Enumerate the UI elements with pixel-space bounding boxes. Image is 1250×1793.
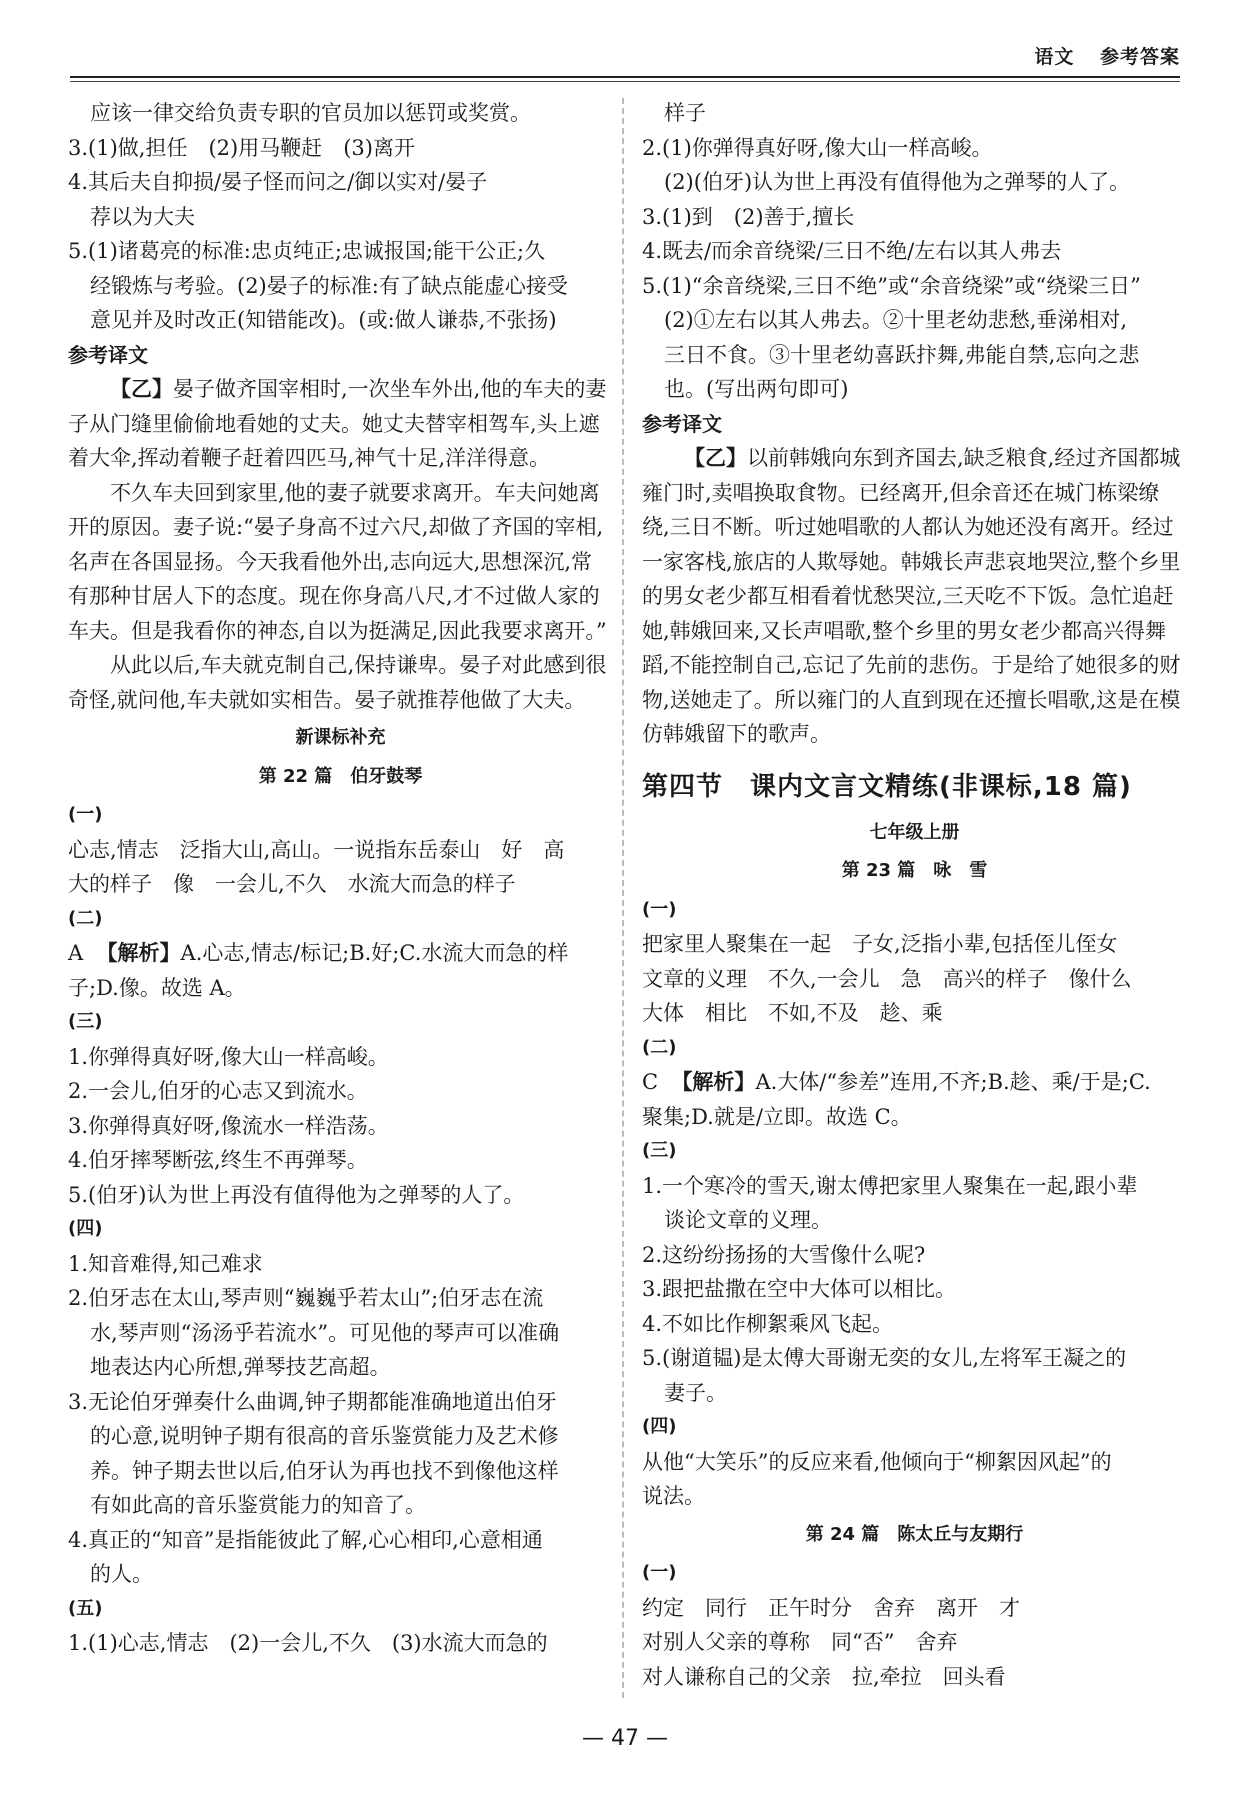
paragraph-text: 以前韩娥向东到齐国去,缺乏粮食,经过齐国都城雍门时,卖唱换取食物。已经离开,但余音还在城门栋梁缭绕,三日不断。听过她唱歌的人都认为她还没有离开。经过一家客栈,旅店的人欺辱她。韩娥长声悲哀地哭泣,整个乡里的男女老少都互相看着忧愁哭泣,三天吃不下饭。急忙追赶她,韩娥回来,又长声唱歌,整个乡里的男女老少都高兴得舞蹈,不能控制自己,忘记了先前的悲伤。于是给了她很多的财物,送她走了。所以雍门的人直到现在还擅长唱歌,这是在模仿韩娥留下的歌声。: [642, 446, 1181, 746]
text-line: 妻子。: [664, 1380, 727, 1405]
question-number: (二): [68, 907, 103, 929]
text-line: 大的样子 像 一会儿,不久 水流大而急的样子: [68, 872, 516, 896]
question-number: (三): [68, 1011, 103, 1032]
paragraph: [642, 441, 1187, 752]
header-subject: 语文: [1034, 46, 1075, 68]
text-line: 把家里人聚集在一起 子女,泛指小辈,包括侄儿侄女: [642, 932, 1118, 956]
question-number: (一): [642, 1562, 677, 1583]
page-header: [70, 0, 1180, 84]
grade-title: 七年级上册: [869, 821, 960, 843]
page-number: 47: [611, 1726, 639, 1751]
question-number: (二): [642, 1036, 677, 1058]
analysis-tag: 【解析】: [96, 940, 181, 965]
question-number: (四): [68, 1218, 103, 1239]
text-line: 三日不食。③十里老幼喜跃抃舞,弗能自禁,忘向之悲: [664, 342, 1140, 367]
paragraph: [68, 372, 613, 476]
text-line: 4.真正的“知音”是指能彼此了解,心心相印,心意相通: [68, 1527, 543, 1552]
section-title: 新课标补充: [295, 727, 386, 748]
text-line: 应该一律交给负责专职的官员加以惩罚或奖赏。: [90, 101, 531, 125]
text-line: 1.你弹得真好呀,像大山一样高峻。: [68, 1044, 389, 1069]
text-line: 水,琴声则“汤汤乎若流水”。可见他的琴声可以准确: [90, 1320, 560, 1345]
text-line: 也。(写出两句即可): [664, 377, 849, 401]
header-title: [1016, 42, 1180, 69]
text-line: 3.(1)到 (2)善于,擅长: [642, 204, 855, 229]
text-line: 的心意,说明钟子期有很高的音乐鉴赏能力及艺术修: [90, 1424, 559, 1448]
text-line: 2.一会儿,伯牙的心志又到流水。: [68, 1079, 368, 1103]
column-divider: [622, 98, 624, 1698]
text-line: 5.(1)诸葛亮的标准:忠贞纯正;忠诚报国;能干公正;久: [68, 239, 546, 263]
question-number: (一): [642, 898, 677, 920]
text-line: 4.既去/而余音绕梁/三日不绝/左右以其人弗去: [642, 239, 1062, 263]
text-line: 经锻炼与考验。(2)晏子的标准:有了缺点能虚心接受: [90, 273, 568, 298]
text-line: 养。钟子期去世以后,伯牙认为再也找不到像他这样: [90, 1458, 559, 1483]
text-line: (2)(伯牙)认为世上再没有值得他为之弹琴的人了。: [664, 170, 1131, 194]
text-line: 意见并及时改正(知错能改)。(或:做人谦恭,不张扬): [90, 308, 557, 332]
text-line: 5.(1)“余音绕梁,三日不绝”或“余音绕梁”或“绕梁三日”: [642, 273, 1141, 298]
text-line: 约定 同行 正午时分 舍弃 离开 才: [642, 1595, 1020, 1620]
text-line: 说法。: [642, 1484, 705, 1508]
text-line: 1.知音难得,知己难求: [68, 1251, 263, 1276]
text-line: 1.(1)心志,情志 (2)一会儿,不久 (3)水流大而急的: [68, 1631, 548, 1655]
text-line: 对别人父亲的尊称 同“否” 舍弃: [642, 1630, 958, 1654]
text-line: 荐以为大夫: [90, 204, 195, 229]
article-title: 第 24 篇 陈太丘与友期行: [805, 1523, 1024, 1545]
text-line: (2)①左右以其人弗去。②十里老幼悲愁,垂涕相对,: [664, 308, 1128, 332]
question-number: (三): [642, 1140, 677, 1161]
text-line: 4.不如比作柳絮乘风飞起。: [642, 1311, 894, 1336]
text-line: 3.你弹得真好呀,像流水一样浩荡。: [68, 1113, 389, 1138]
question-number: (四): [642, 1416, 677, 1437]
paragraph: 不久车夫回到家里,他的妻子就要求离开。车夫问她离开的原因。妻子说:“晏子身高不过六尺,却做了齐国的宰相,名声在各国显扬。今天我看他外出,志向远大,思想深沉,常有那种甘居人下的态度。现在你身高八尺,才不过做人家的车夫。但是我看你的神态,自以为挺满足,因此我要求离开。”: [68, 480, 607, 643]
translation-heading: 参考译文: [68, 342, 148, 367]
analysis-text: A.大体/“参差”连用,不齐;B.趁、乘/于是;C.: [755, 1070, 1151, 1094]
text-line: 大体 相比 不如,不及 趁、乘: [642, 1001, 943, 1025]
text-line: 地表达内心所想,弹琴技艺高超。: [90, 1355, 391, 1379]
article-title: 第 23 篇 咏 雪: [841, 860, 988, 881]
text-line: 的人。: [90, 1562, 153, 1586]
right-column: [642, 96, 1187, 1694]
question-number: (五): [68, 1597, 103, 1619]
text-line: 2.伯牙志在太山,琴声则“巍巍乎若太山”;伯牙志在流: [68, 1286, 544, 1310]
paragraph: 从此以后,车夫就克制自己,保持谦卑。晏子对此感到很奇怪,就问他,车夫就如实相告。晏子就推荐他做了大夫。: [68, 653, 607, 712]
chapter-title: 第四节 课内文言文精练(非课标,18 篇): [642, 771, 1132, 802]
article-title: 第 22 篇 伯牙鼓琴: [258, 765, 423, 787]
translation-heading: 参考译文: [642, 411, 722, 436]
text-line: 有如此高的音乐鉴赏能力的知音了。: [90, 1493, 426, 1517]
text-line: 对人谦称自己的父亲 拉,牵拉 回头看: [642, 1664, 1006, 1689]
text-line: 3.无论伯牙弹奏什么曲调,钟子期都能准确地道出伯牙: [68, 1389, 557, 1414]
text-line: 4.伯牙摔琴断弦,终生不再弹琴。: [68, 1148, 368, 1172]
text-line: 1.一个寒冷的雪天,谢太傅把家里人聚集在一起,跟小辈: [642, 1173, 1138, 1198]
text-line: 3.(1)做,担任 (2)用马鞭赶 (3)离开: [68, 135, 415, 160]
text-line: 聚集;D.就是/立即。故选 C。: [642, 1104, 912, 1129]
text-line: 文章的义理 不久,一会儿 急 高兴的样子 像什么: [642, 966, 1132, 991]
text-line: 2.这纷纷扬扬的大雪像什么呢?: [642, 1242, 926, 1267]
text-line: 谈论文章的义理。: [664, 1208, 832, 1232]
text-line: 5.(谢道韫)是太傅大哥谢无奕的女儿,左将军王凝之的: [642, 1346, 1127, 1370]
text-line: 3.跟把盐撒在空中大体可以相比。: [642, 1277, 957, 1301]
text-line: 4.其后夫自抑损/晏子怪而问之/御以实对/晏子: [68, 170, 488, 194]
header-rule-thick: [70, 76, 1180, 78]
analysis-text: A.心志,情志/标记;B.好;C.水流大而急的样: [180, 941, 569, 965]
text-line: [642, 1065, 1187, 1100]
text-line: 2.(1)你弹得真好呀,像大山一样高峻。: [642, 135, 993, 160]
paragraph-tag: 【乙】: [110, 376, 173, 401]
page-footer: — 47 —: [582, 1726, 668, 1751]
paragraph-text: 晏子做齐国宰相时,一次坐车外出,他的车夫的妻子从门缝里偷偷地看她的丈夫。她丈夫替宰相驾车,头上遮着大伞,挥动着鞭子赶着四匹马,神气十足,洋洋得意。: [68, 377, 607, 470]
question-number: (一): [68, 804, 103, 825]
analysis-tag: 【解析】: [671, 1069, 756, 1094]
text-line: 心志,情志 泛指大山,高山。一说指东岳泰山 好 高: [68, 837, 565, 862]
paragraph-tag: 【乙】: [684, 445, 747, 470]
text-line: 从他“大笑乐”的反应来看,他倾向于“柳絮因风起”的: [642, 1449, 1112, 1474]
left-column: [68, 96, 613, 1661]
header-section: 参考答案: [1099, 46, 1180, 68]
text-line: 样子: [664, 101, 706, 125]
header-rule-thin: [70, 81, 1180, 82]
answer-letter: C: [642, 1070, 659, 1094]
text-line: 子;D.像。故选 A。: [68, 975, 246, 1000]
text-line: 5.(伯牙)认为世上再没有值得他为之弹琴的人了。: [68, 1182, 525, 1207]
answer-letter: A: [68, 941, 84, 965]
text-line: [68, 936, 613, 971]
